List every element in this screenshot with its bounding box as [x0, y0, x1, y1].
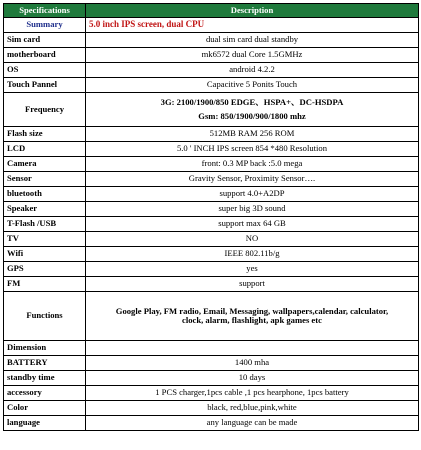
spec-label: bluetooth — [4, 187, 86, 202]
table-row — [4, 127, 419, 142]
spec-label: Color — [4, 401, 86, 416]
table-row — [4, 63, 419, 78]
table-row — [4, 356, 419, 371]
spec-value: 5.0 ' INCH IPS screen 854 *480 Resolution — [86, 142, 419, 157]
spec-label: Speaker — [4, 202, 86, 217]
spec-value: super big 3D sound — [86, 202, 419, 217]
summary-value: 5.0 inch IPS screen, dual CPU — [86, 18, 419, 33]
spec-value: black, red,blue,pink,white — [86, 401, 419, 416]
table-row — [4, 292, 419, 341]
spec-value: Capacitive 5 Ponits Touch — [86, 78, 419, 93]
spec-label: GPS — [4, 262, 86, 277]
spec-value: front: 0.3 MP back :5.0 mega — [86, 157, 419, 172]
spec-value: any language can be made — [86, 416, 419, 431]
frequency-line-gsm: Gsm: 850/1900/900/1800 mhz — [198, 111, 306, 121]
spec-label: motherboard — [4, 48, 86, 63]
table-row — [4, 277, 419, 292]
spec-label: Touch Pannel — [4, 78, 86, 93]
table-row — [4, 401, 419, 416]
functions-line-2: clock, alarm, flashlight, apk games etc — [182, 315, 322, 325]
spec-value: android 4.2.2 — [86, 63, 419, 78]
header-description: Description — [86, 4, 419, 18]
spec-value: 1 PCS charger,1pcs cable ,1 pcs hearphone, 1pcs battery — [86, 386, 419, 401]
spec-label: standby time — [4, 371, 86, 386]
table-row — [4, 172, 419, 187]
spec-sheet — [3, 3, 418, 431]
spec-label: T-Flash /USB — [4, 217, 86, 232]
spec-label: Dimension — [4, 341, 86, 356]
table-row — [4, 262, 419, 277]
spec-label: LCD — [4, 142, 86, 157]
table-row — [4, 232, 419, 247]
table-row — [4, 247, 419, 262]
table-row — [4, 93, 419, 127]
table-row — [4, 187, 419, 202]
spec-label: BATTERY — [4, 356, 86, 371]
spec-value: mk6572 dual Core 1.5GMHz — [86, 48, 419, 63]
spec-label: FM — [4, 277, 86, 292]
spec-value — [86, 292, 419, 341]
spec-value: support — [86, 277, 419, 292]
spec-value — [86, 341, 419, 356]
header-specifications: Specifications — [4, 4, 86, 18]
spec-label: Sensor — [4, 172, 86, 187]
spec-value: 512MB RAM 256 ROM — [86, 127, 419, 142]
table-row — [4, 217, 419, 232]
spec-value: support 4.0+A2DP — [86, 187, 419, 202]
spec-label: Flash size — [4, 127, 86, 142]
spec-label: Sim card — [4, 33, 86, 48]
spec-label: Camera — [4, 157, 86, 172]
spec-label: accessory — [4, 386, 86, 401]
spec-value: Gravity Sensor, Proximity Sensor…. — [86, 172, 419, 187]
spec-value: NO — [86, 232, 419, 247]
summary-row — [4, 18, 419, 33]
spec-value — [86, 93, 419, 127]
spec-value: 1400 mha — [86, 356, 419, 371]
specification-table — [3, 3, 419, 431]
spec-label: OS — [4, 63, 86, 78]
spec-label: TV — [4, 232, 86, 247]
spec-value: support max 64 GB — [86, 217, 419, 232]
frequency-line-3g: 3G: 2100/1900/850 EDGE、HSPA+、DC-HSDPA — [160, 96, 344, 107]
table-row — [4, 416, 419, 431]
header-row — [4, 4, 419, 18]
spec-value: IEEE 802.11b/g — [86, 247, 419, 262]
table-row — [4, 142, 419, 157]
table-row — [4, 371, 419, 386]
table-row — [4, 48, 419, 63]
table-row — [4, 386, 419, 401]
spec-label: Wifi — [4, 247, 86, 262]
table-row — [4, 341, 419, 356]
spec-value: 10 days — [86, 371, 419, 386]
table-row — [4, 202, 419, 217]
spec-label: language — [4, 416, 86, 431]
spec-label: Frequency — [4, 93, 86, 127]
table-row — [4, 33, 419, 48]
functions-line-1: Google Play, FM radio, Email, Messaging, wallpapers,calendar, calculator, — [115, 305, 389, 316]
table-row — [4, 78, 419, 93]
spec-label: Functions — [4, 292, 86, 341]
spec-value: yes — [86, 262, 419, 277]
summary-label: Summary — [4, 18, 86, 33]
table-row — [4, 157, 419, 172]
spec-value: dual sim card dual standby — [86, 33, 419, 48]
